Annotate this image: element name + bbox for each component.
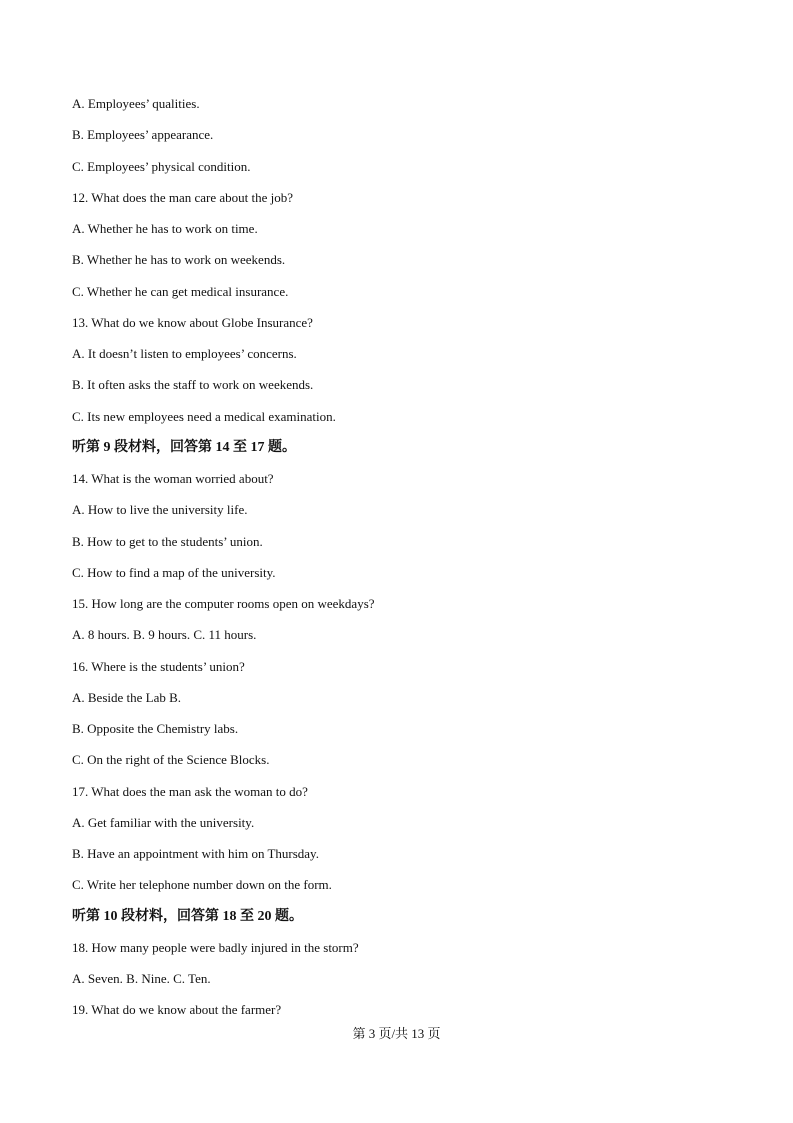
answer-option: A. It doesn’t listen to employees’ concerns.	[72, 346, 297, 361]
answer-option: A. 8 hours. B. 9 hours. C. 11 hours.	[72, 627, 257, 643]
answer-option: A. Beside the Lab B.	[72, 689, 182, 705]
question-text: 12. What does the man care about the job?	[72, 189, 294, 205]
answer-option: C. Write her telephone number down on the form.	[72, 877, 332, 893]
answer-option: A. How to live the university life.	[72, 502, 248, 518]
answer-option: A. Seven. B. Nine. C. Ten.	[72, 971, 211, 986]
answer-option: A. Get familiar with the university.	[72, 814, 255, 830]
question-text: 17. What does the man ask the woman to do?	[72, 783, 308, 799]
answer-option: A. Employees’ qualities.	[72, 96, 200, 111]
section-heading: 听第 10 段材料，回答第 18 至 20 题。	[72, 908, 303, 924]
answer-option: B. How to get to the students’ union.	[72, 533, 263, 549]
question-text: 16. Where is the students’ union?	[72, 658, 245, 674]
answer-option: B. Whether he has to work on weekends.	[72, 252, 286, 268]
answer-option: C. Employees’ physical condition.	[72, 158, 251, 174]
answer-option: C. On the right of the Science Blocks.	[72, 752, 270, 768]
answer-option: A. Whether he has to work on time.	[72, 221, 258, 236]
page-footer: 第 3 页/共 13 页	[352, 1026, 441, 1041]
answer-option: B. It often asks the staff to work on weekends.	[72, 377, 314, 393]
question-text: 15. How long are the computer rooms open on weekdays?	[72, 596, 375, 611]
answer-option: B. Opposite the Chemistry labs.	[72, 721, 239, 736]
document-body	[72, 94, 732, 1032]
section-heading: 听第 9 段材料，回答第 14 至 17 题。	[72, 439, 296, 455]
question-text: 18. How many people were badly injured in the storm?	[72, 939, 359, 955]
answer-option: B. Employees’ appearance.	[72, 127, 214, 143]
answer-option: C. Whether he can get medical insurance.	[72, 283, 289, 299]
answer-option: C. Its new employees need a medical examination.	[72, 408, 336, 424]
question-text: 19. What do we know about the farmer?	[72, 1002, 282, 1018]
answer-option: B. Have an appointment with him on Thursday.	[72, 846, 319, 861]
question-text: 13. What do we know about Globe Insurance?	[72, 314, 313, 330]
question-text: 14. What is the woman worried about?	[72, 471, 274, 486]
answer-option: C. How to find a map of the university.	[72, 564, 276, 580]
